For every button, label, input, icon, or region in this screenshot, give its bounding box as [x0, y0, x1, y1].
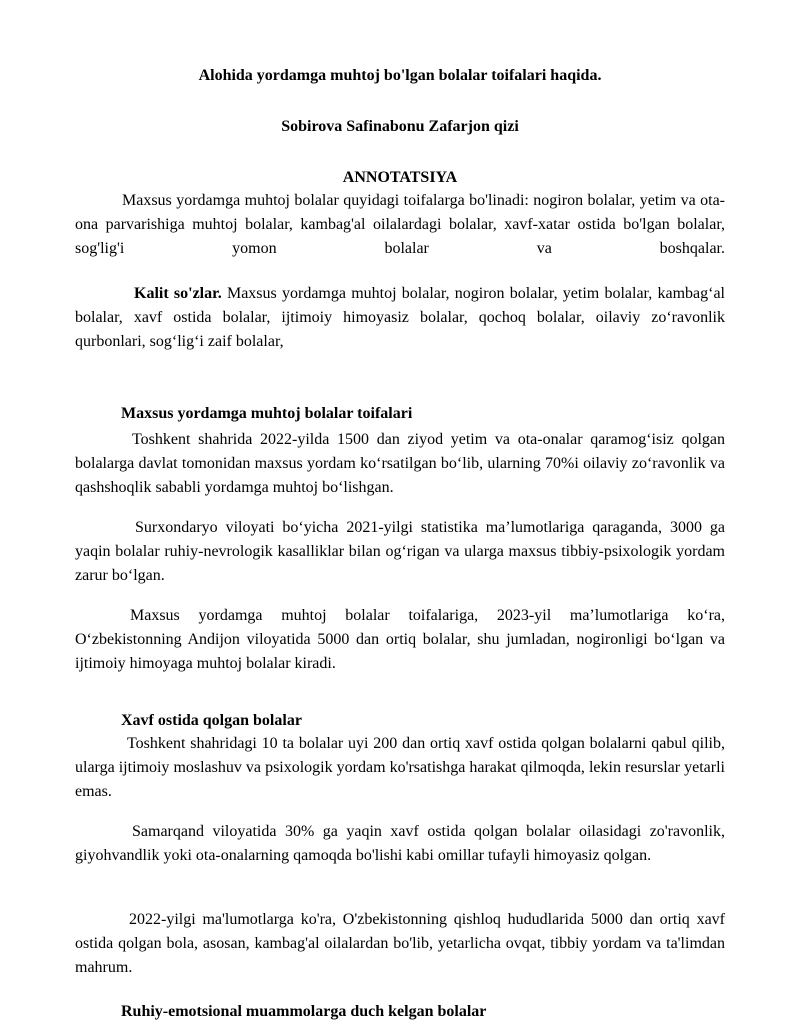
section2-paragraph-2: Samarqand viloyatida 30% ga yaqin xavf ostida qolgan bolalar oilasidagi zo'ravonlik, giyohvandlik yoki ota-onalarning qamoqda bo'lishi kabi omillar tufayli himoyasiz qolgan. [75, 823, 725, 864]
section-heading-emotional: Ruhiy-emotsional muammolarga duch kelgan bolalar [121, 1003, 487, 1020]
annotation-heading: ANNOTATSIYA [342, 169, 458, 186]
keywords-paragraph [75, 282, 725, 354]
section2-paragraph-3: 2022-yilgi ma'lumotlarga ko'ra, O'zbekistonning qishloq hududlarida 5000 dan ortiq xavf ostida qolgan bola, asosan, kambag'al oilalardan bo'lib, yetarlicha ovqat, tibbiy yordam va ta'limdan mahrum. [75, 911, 725, 976]
section1-paragraph-1: Toshkent shahrida 2022-yilda 1500 dan ziyod yetim va ota-onalar qaramog‘isiz qolgan bolalarga davlat tomonidan maxsus yordam ko‘rsatilgan bo‘lib, ularning 70%i oilaviy zo‘ravonlik va qashshoqlik sababli yordamga muhtoj bo‘lishgan. [75, 431, 725, 496]
section-heading-categories: Maxsus yordamga muhtoj bolalar toifalari [121, 405, 413, 422]
annotation-paragraph: Maxsus yordamga muhtoj bolalar quyidagi toifalarga bo'linadi: nogiron bolalar, yetim va ota-ona parvarishiga muhtoj bolalar, kambag'al oilalardagi bolalar, xavf-xatar ostida bo'lgan bolalar, sog'lig'i yomon bolalar va boshqalar. [75, 192, 725, 257]
section1-paragraph-3: Maxsus yordamga muhtoj bolalar toifalariga, 2023-yil ma’lumotlariga ko‘ra, O‘zbekistonning Andijon viloyatida 5000 dan ortiq bolalar, shu jumladan, nogironligi bo‘lgan va ijtimoiy himoyaga muhtoj bolalar kiradi. [75, 607, 725, 672]
author-name: Sobirova Safinabonu Zafarjon qizi [281, 118, 519, 135]
section-heading-at-risk: Xavf ostida qolgan bolalar [121, 712, 302, 729]
document-title: Alohida yordamga muhtoj bo'lgan bolalar toifalari haqida. [198, 67, 602, 84]
section2-paragraph-1: Toshkent shahridagi 10 ta bolalar uyi 200 dan ortiq xavf ostida qolgan bolalarni qabul qilib, ularga ijtimoiy moslashuv va psixologik yordam ko'rsatishga harakat qilmoqda, lekin resurslar yetarli emas. [75, 735, 725, 800]
keywords-text: Maxsus yordamga muhtoj bolalar, nogiron bolalar, yetim bolalar, kambag‘al bolalar, xavf ostida bolalar, ijtimoiy himoyasiz bolalar, qochoq bolalar, oilaviy zo‘ravonlik qurbonlari, sog‘lig‘i zaif bolalar, [75, 285, 726, 350]
keywords-label: Kalit so'zlar. [134, 285, 222, 302]
section1-paragraph-2: Surxondaryo viloyati bo‘yicha 2021-yilgi statistika ma’lumotlariga qaraganda, 3000 ga yaqin bolalar ruhiy-nevrologik kasalliklar bilan og‘rigan va ularga maxsus tibbiy-psixologik yordam zarur bo‘lgan. [75, 519, 725, 584]
